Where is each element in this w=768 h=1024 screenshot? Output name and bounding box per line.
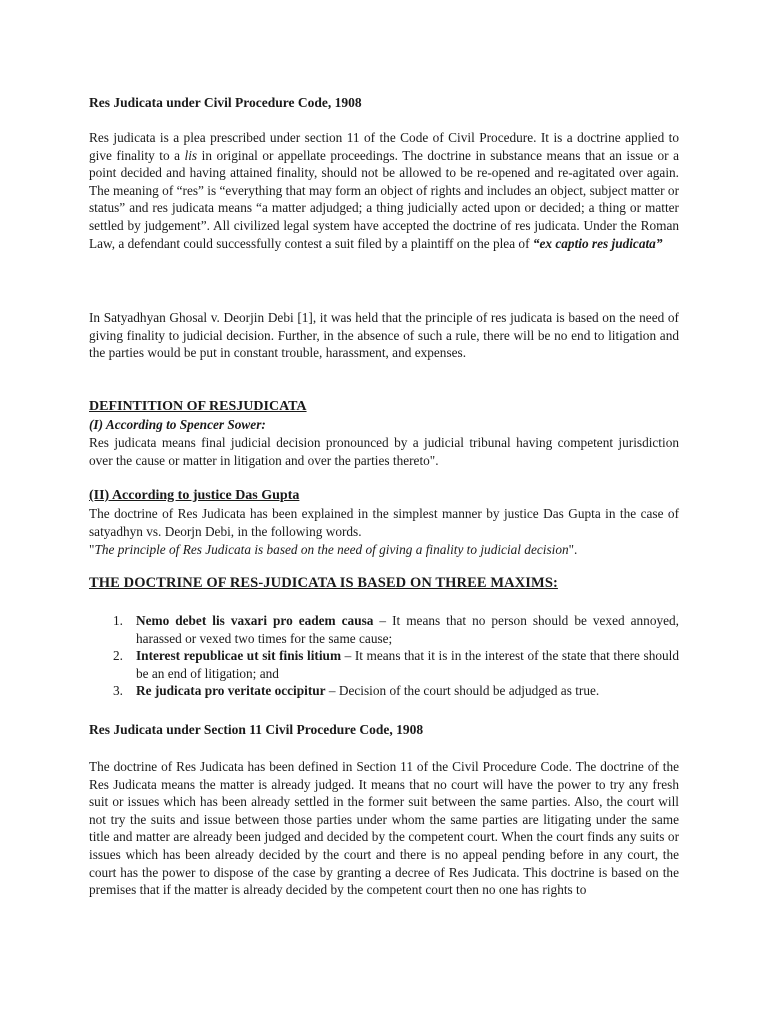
maxim-item <box>89 682 679 700</box>
maxim-term: Interest republicae ut sit finis litium <box>136 648 342 664</box>
maxim-number: 1. <box>113 613 123 628</box>
maxim-text: – Decision of the court should be adjudged as true. <box>325 683 600 699</box>
maxim-term: Nemo debet lis vaxari pro eadem causa <box>136 613 374 628</box>
maxim-number: 3. <box>113 683 123 699</box>
definition-2-text: The doctrine of Res Judicata has been explained in the simplest manner by justice Das Gupta in the case of satyadhyn vs. Deorjn Debi, in the following words. <box>89 506 679 539</box>
section-11-heading: Res Judicata under Section 11 Civil Procedure Code, 1908 <box>89 722 424 737</box>
definition-1-text: Res judicata means final judicial decision pronounced by a judicial tribunal having competent jurisdiction over the cause or matter in litigation and over the parties thereto". <box>89 435 679 468</box>
intro-plea: “ex captio res judicata” <box>532 235 663 251</box>
section-11-text: The doctrine of Res Judicata has been defined in Section 11 of the Civil Procedure Code. The doctrine of the Res Judicata means the matter is already judged. It means that no court will have the power to try any fresh suit or issues which has been already settled in the former suit between the same parties. Also, the court will not try the suits and issue between those parties under whom the same parties are litigating under the same title and matter are already been judged and decided by the competent court. When the court finds any suits or issues which has been already decided by the court and there is no appeal pending before in any court, the court has the power to dispose of the case by granting a decree of Res Judicata. This doctrine is based on the premises that if the matter is already decided by the competent court then no one has rights to <box>89 759 679 898</box>
intro-text-1: Res judicata is a plea prescribed under section 11 of the Code of Civil Procedure. It is a doctrine applied to give finality to a <box>89 130 679 163</box>
maxim-text: – It means that no person should be vexed annoyed, harassed or vexed two times for the same cause; <box>136 613 679 646</box>
maxims-list <box>89 612 679 700</box>
maxim-number: 2. <box>113 648 123 664</box>
definition-heading: DEFINTITION OF RESJUDICATA <box>89 399 307 414</box>
intro-text-2: in original or appellate proceedings. The doctrine in substance means that an issue or a point decided and having attained finality, should not be allowed to be re-opened and re-agitated over again. The meaning of “res” is “everything that may form an object of rights and includes an object, subject matter or status” and res judicata means “a matter adjudged; a thing judicially acted upon or decided; a thing or matter settled by judgement”. All civilized legal system have accepted the doctrine of res judicata. Under the Roman Law, a defendant could successfully contest a suit filed by a plaintiff on the plea of <box>89 147 680 251</box>
intro-lis: lis <box>184 147 198 163</box>
maxim-item <box>89 612 679 647</box>
maxim-item <box>89 647 679 682</box>
definition-2-quote <box>89 541 679 559</box>
quote-open: " <box>89 542 95 557</box>
quote-close: ". <box>568 542 578 557</box>
maxims-heading: THE DOCTRINE OF RES-JUDICATA IS BASED ON THREE MAXIMS: <box>89 575 558 591</box>
definition-1-heading: (I) According to Spencer Sower: <box>89 417 266 432</box>
intro-paragraph <box>89 129 679 252</box>
definition-2-heading: (II) According to justice Das Gupta <box>89 488 300 503</box>
maxim-term: Re judicata pro veritate occipitur <box>136 683 326 699</box>
case-paragraph: In Satyadhyan Ghosal v. Deorjin Debi [1], it was held that the principle of res judicata is based on the need of giving finality to judicial decision. Further, in the absence of such a rule, there will be no end to litigation and the parties would be put in constant trouble, harassment, and expenses. <box>89 310 679 361</box>
document-title: Res Judicata under Civil Procedure Code, 1908 <box>89 95 362 110</box>
maxim-text: – It means that it is in the interest of the state that there should be an end of litigation; and <box>136 648 679 681</box>
quote-text: The principle of Res Judicata is based on the need of giving a finality to judicial decision <box>94 542 569 557</box>
